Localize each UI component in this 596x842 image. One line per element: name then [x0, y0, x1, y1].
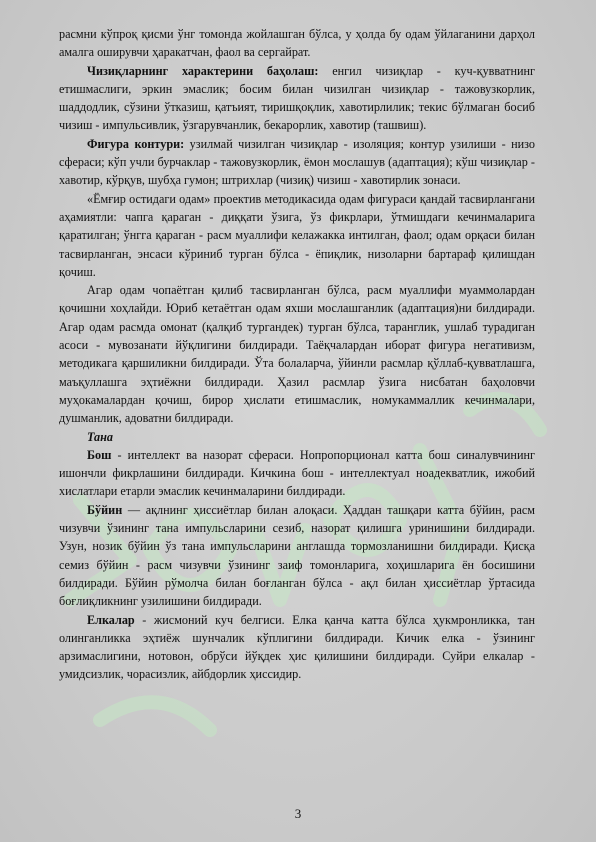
text-run: енгил чизиқлар - куч-қувватнинг етишмаслиги, эркин эмаслик; босим билан чизилган чизиқлар - тажовузкорлик, шаддодлик, сўзини ўтказиш, қатъият, тиришқоқлик, хавотирлилик; текис бўлмаган босиб чизиш - импульсивлик, ўзгарувчанлик, бекарорлик, хавотир (ташвиш).	[59, 63, 536, 133]
text-run: — ақлнинг ҳиссиётлар билан алоқаси. Ҳаддан ташқари катта бўйин, расм чизувчи ўзининг тана импульсларини сезиб, назорат қилишга уринишини билдиради. Узун, нозик бўйин ўз тана импульсларини англашда тормозланишни билдиради. Қисқа семиз бўйин - расм чизувчи ўзининг заиф томонларига, хоҳишларига ён босишини билдиради. Бўйин рўмолча билан боғланган бўлса - ақл билан ҳиссиётлар ўртасида боғлиқликнинг узилишини билдиради.	[59, 502, 535, 609]
bold-term: Елкалар	[87, 612, 135, 627]
watermark-glyph	[100, 702, 210, 730]
bold-term: Бош	[87, 447, 112, 462]
body-text	[59, 25, 535, 684]
page-number: 3	[294, 806, 302, 821]
bold-term: Бўйин	[87, 502, 123, 517]
text-run: расмни кўпроқ қисми ўнг томонда жойлашган бўлса, у ҳолда бу одам ўйлаганини дарҳол амалга оширувчи ҳаракатчан, фаол ва сергайрат.	[59, 27, 535, 60]
text-run: «Ёмғир остидаги одам» проектив методикасида одам фигураси қандай тасвирлангани аҳамиятли: чапга қараган - диққати ўзига, ўз фикрлари, ўтмишдаги кечинмаларига қаратилган; ўнгга қараган - расм муаллифи келажакка интилган, фаол; одам орқаси билан тасвирланган, энсаси кўриниб турган бўлса - ёпиқлик, низоларни бартараф қилишдан қочиш.	[59, 191, 535, 279]
paragraph	[59, 25, 535, 62]
paragraph	[59, 62, 535, 135]
paragraph	[59, 135, 535, 190]
text-run: - жисмоний куч белгиси. Елка қанча катта бўлса ҳукмронликка, тан олинганликка эҳтиёж шунчалик кўплигини билдиради. Кичик елка - ўзининг арзимаслигини, нотовон, обрўси йўқдек ҳис қилишини билдиради. Суйри елкалар - умидсизлик, чорасизлик, айбдорлик ҳиссидир.	[59, 612, 535, 682]
section-heading: Тана	[87, 429, 113, 444]
paragraph	[59, 190, 535, 281]
paragraph	[59, 611, 535, 684]
text-run: - интеллект ва назорат сфераси. Нопропорционал катта бош синалувчининг ишончли фикрлашини билдиради. Кичкина бош - интеллектуал ноадекватлик, ижобий хислатлари етарли эмаслик кечинмаларини билдиради.	[59, 447, 535, 499]
paragraph	[59, 501, 535, 611]
bold-term: Фигура контури:	[87, 136, 185, 151]
paragraph	[59, 428, 535, 446]
text-run: Агар одам чопаётган қилиб тасвирланган бўлса, расм муаллифи муаммолардан қочишни хоҳлайди. Юриб кетаётган одам яхши мослашганлик (адаптация)ни билдиради. Агар одам расмда омонат (қалқиб тургандек) турган бўлса, таранглик, ушлаб турадиган асоси - мувозанати йўқлигини билдиради. Таёқчалардан иборат фигура негативизм, методикага қаршиликни билдиради. Ўта болаларча, ўйинли расмлар қўллаб-қувватлашга, маъқуллашга эҳтиёжни билдиради. Ҳазил расмлар ўзига нисбатан баҳоловчи муҳокамалардан қочиш, бирор ҳислати етишмаслик, номукаммаллик кечинмалари, душманлик, адоватни билдиради.	[59, 283, 535, 426]
bold-term: Чизиқларнинг характерини баҳолаш:	[87, 63, 319, 78]
paragraph	[59, 446, 535, 501]
paragraph	[59, 281, 535, 427]
text-run: узилмай чизилган чизиқлар - изоляция; контур узилиши - низо сфераси; кўп учли бурчаклар - тажовузкорлик, ёмон мослашув (адаптация); кўш чизиқлар - хавотир, кўрқув, шубҳа гумон; штрихлар (чизиқ) чизиш - хавотирлик зонаси.	[59, 136, 535, 188]
